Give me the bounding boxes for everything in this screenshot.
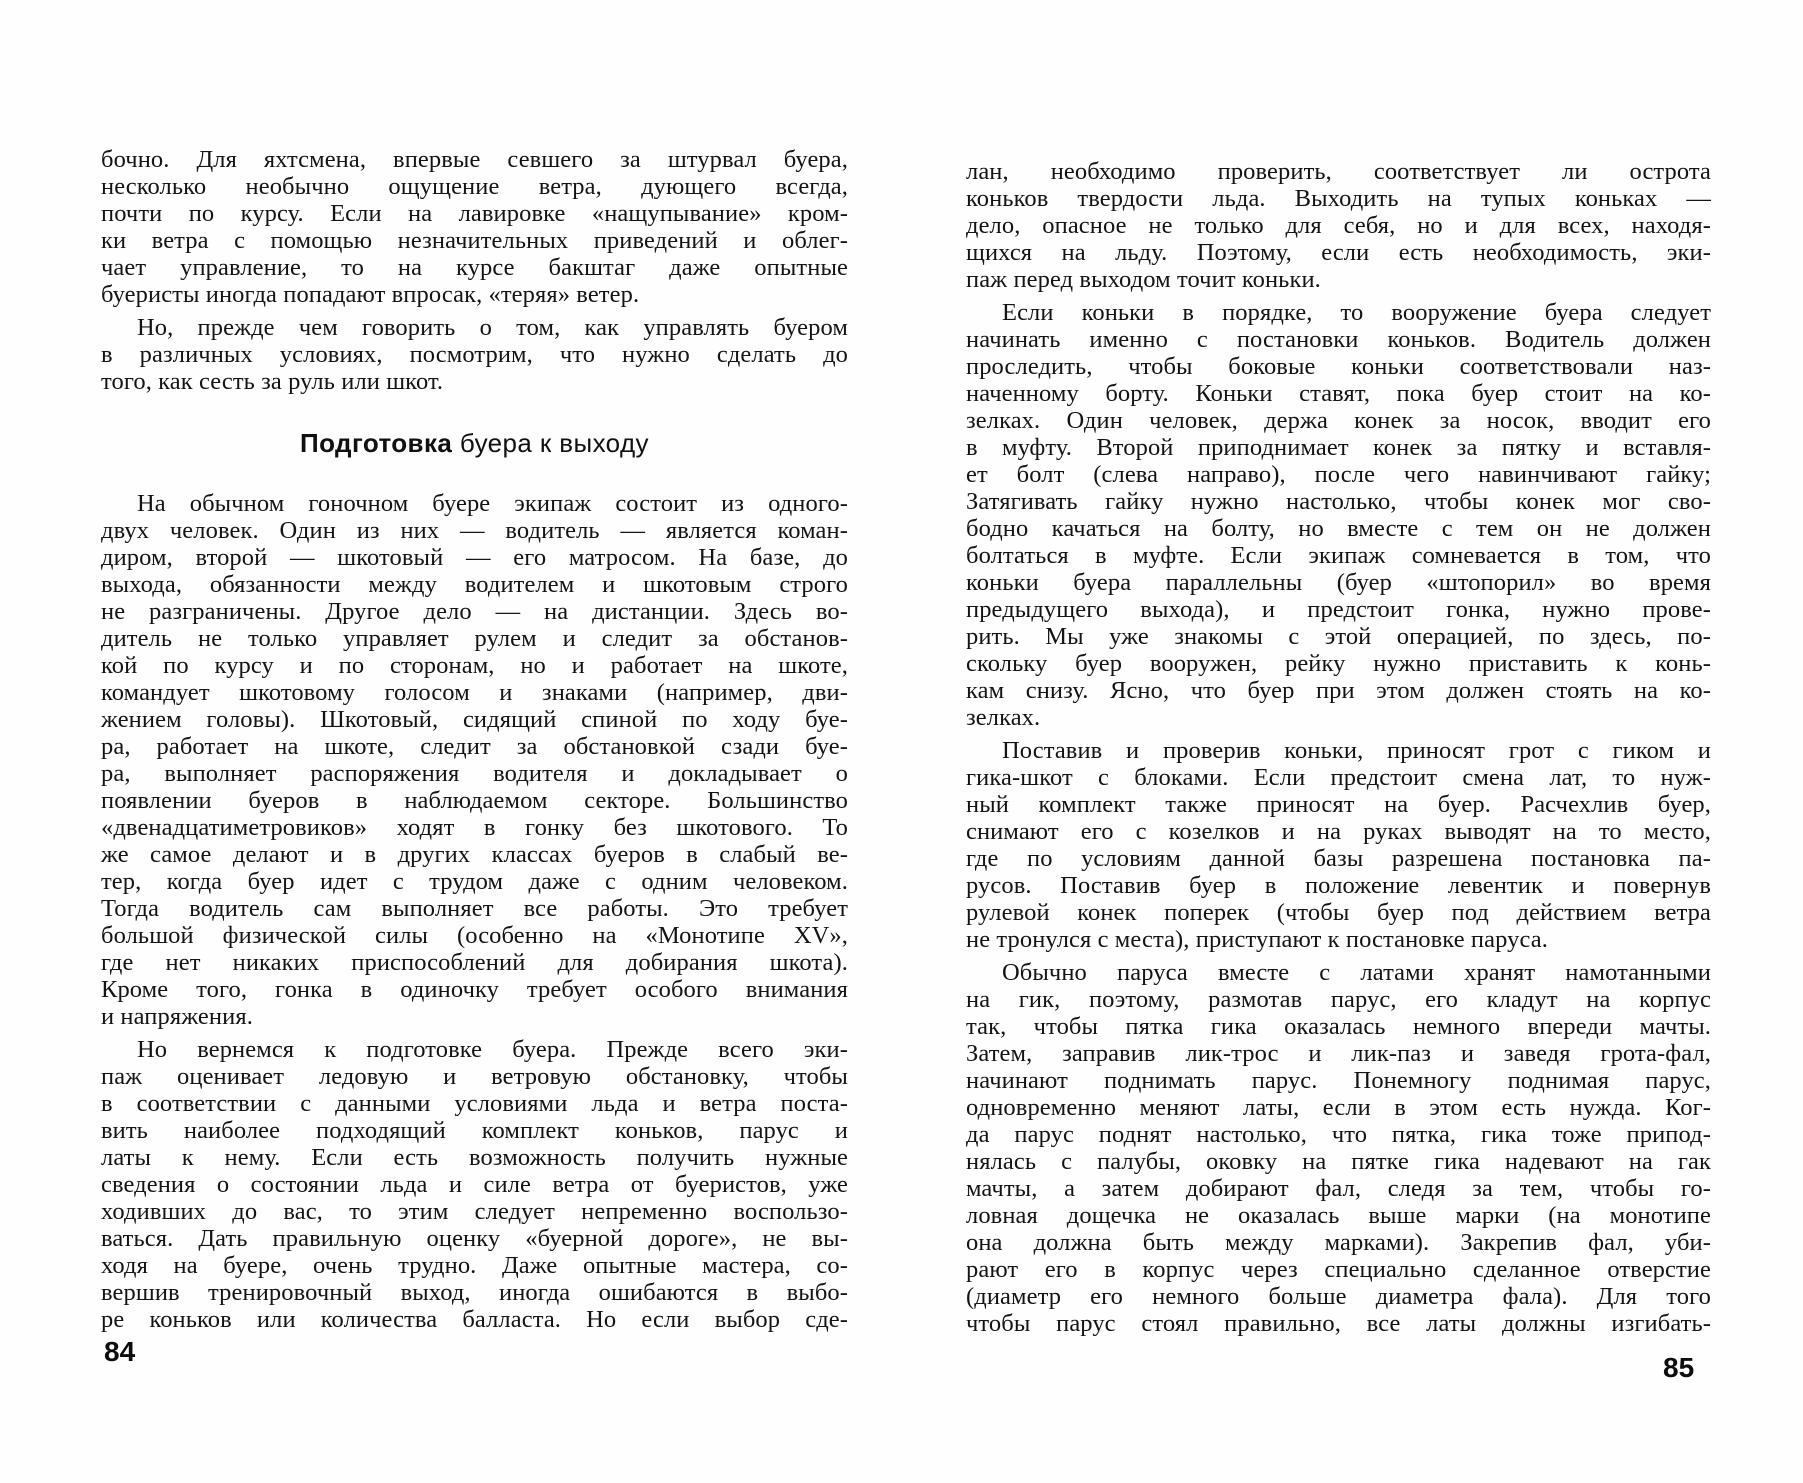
text-line: Тогда водитель сам выполняет все работы. Это требует	[101, 895, 848, 922]
text-line: появлении буеров в наблюдаемом секторе. Большинство	[101, 787, 848, 814]
text-line: нялась с палубы, оковку на пятке гика надевают на гак	[966, 1148, 1711, 1175]
text-line: в соответствии с данными условиями льда и ветра поста-	[101, 1090, 848, 1117]
text-line: ра, выполняет распоряжения водителя и докладывает о	[101, 760, 848, 787]
text-line: коньков твердости льда. Выходить на тупых коньках —	[966, 185, 1711, 212]
text-line: тер, когда буер идет с трудом даже с одним человеком.	[101, 868, 848, 895]
text-line: паж оценивает ледовую и ветровую обстановку, чтобы	[101, 1063, 848, 1090]
text-line: Затем, заправив лик-трос и лик-паз и заведя грота-фал,	[966, 1040, 1711, 1067]
text-line: вершив тренировочный выход, иногда ошибаются в выбо-	[101, 1279, 848, 1306]
text-line: не разграничены. Другое дело — на дистанции. Здесь во-	[101, 598, 848, 625]
text-line: коньки буера параллельны (буер «штопорил» во время	[966, 569, 1711, 596]
text-line: латы к нему. Если есть возможность получить нужные	[101, 1144, 848, 1171]
text-line: лан, необходимо проверить, соответствует ли острота	[966, 158, 1711, 185]
text-line: ра, работает на шкоте, следит за обстановкой сзади буе-	[101, 733, 848, 760]
text-line: же самое делают и в других классах буеров в слабый ве-	[101, 841, 848, 868]
paragraph	[101, 146, 848, 308]
text-line: ходивших до вас, то этим следует непременно воспользо-	[101, 1198, 848, 1225]
text-line: ный комплект также приносят на буер. Расчехлив буер,	[966, 791, 1711, 818]
text-line: ходя на буере, очень трудно. Даже опытные мастера, со-	[101, 1252, 848, 1279]
text-line: ваться. Дать правильную оценку «буерной дороге», не вы-	[101, 1225, 848, 1252]
text-line: рают его в корпус через специально сделанное отверстие	[966, 1256, 1711, 1283]
text-line: бочно. Для яхтсмена, впервые севшего за штурвал буера,	[101, 146, 848, 173]
text-line: русов. Поставив буер в положение левентик и повернув	[966, 872, 1711, 899]
page-left-text-column	[101, 146, 848, 1333]
text-line: большой физической силы (особенно на «Монотипе XV»,	[101, 922, 848, 949]
text-line: чтобы парус стоял правильно, все латы должны изгибать-	[966, 1310, 1711, 1337]
text-line: снимают его с козелков и на руках выводят на то место,	[966, 818, 1711, 845]
text-line: почти по курсу. Если на лавировке «нащупывание» кром-	[101, 200, 848, 227]
text-line: Но вернемся к подготовке буера. Прежде всего эки-	[137, 1036, 848, 1063]
text-line: вить наиболее подходящий комплект коньков, парус и	[101, 1117, 848, 1144]
text-line: и напряжения.	[101, 1003, 253, 1030]
section-heading	[101, 428, 848, 458]
page-number-right: 85	[1663, 1352, 1695, 1383]
text-line: буеристы иногда попадают впросак, «теряя» ветер.	[101, 281, 640, 308]
text-line: болтаться в муфте. Если экипаж сомневается в том, что	[966, 542, 1711, 569]
text-line: рить. Мы уже знакомы с этой операцией, по здесь, по-	[966, 623, 1711, 650]
text-line: зелках. Один человек, держа конек за носок, вводит его	[966, 407, 1711, 434]
paragraph	[966, 959, 1711, 1337]
text-line: командует шкотовому голосом и знаками (например, дви-	[101, 679, 848, 706]
text-line: двух человек. Один из них — водитель — является коман-	[101, 517, 848, 544]
text-line: дитель не только управляет рулем и следит за обстанов-	[101, 625, 848, 652]
text-line: кой по курсу и по сторонам, но и работает на шкоте,	[101, 652, 848, 679]
text-line: На обычном гоночном буере экипаж состоит из одного-	[137, 490, 848, 517]
text-line: рулевой конек поперек (чтобы буер под действием ветра	[966, 899, 1711, 926]
text-line: ре коньков или количества балласта. Но если выбор сде-	[101, 1306, 848, 1333]
paragraph	[966, 158, 1711, 293]
text-line: так, чтобы пятка гика оказалась немного впереди мачты.	[966, 1013, 1711, 1040]
text-line: Но, прежде чем говорить о том, как управлять буером	[137, 314, 848, 341]
text-line: где нет никаких приспособлений для добирания шкота).	[101, 949, 848, 976]
text-line: не тронулся с места), приступают к постановке паруса.	[966, 926, 1548, 953]
text-line: Кроме того, гонка в одиночку требует особого внимания	[101, 976, 848, 1003]
text-line: того, как сесть за руль или шкот.	[101, 368, 444, 395]
text-line: проследить, чтобы боковые коньки соответствовали наз-	[966, 353, 1711, 380]
text-line: чает управление, то на курсе бакштаг даже опытные	[101, 254, 848, 281]
text-line: ки ветра с помощью незначительных приведений и облег-	[101, 227, 848, 254]
text-line: ет болт (слева направо), после чего навинчивают гайку;	[966, 461, 1711, 488]
text-line: мачты, а затем добирают фал, следя за тем, чтобы го-	[966, 1175, 1711, 1202]
page-right-text-column	[966, 158, 1711, 1337]
text-line: в различных условиях, посмотрим, что нужно сделать до	[101, 341, 848, 368]
text-line: да парус поднят настолько, что пятка, гика тоже припод-	[966, 1121, 1711, 1148]
text-line: щихся на льду. Поэтому, если есть необходимость, эки-	[966, 239, 1711, 266]
paragraph	[101, 490, 848, 1030]
text-line: в муфту. Второй приподнимает конек за пятку и вставля-	[966, 434, 1711, 461]
paragraph	[966, 299, 1711, 731]
text-line: предыдущего выхода), и предстоит гонка, нужно прове-	[966, 596, 1711, 623]
text-line: жением головы). Шкотовый, сидящий спиной по ходу буе-	[101, 706, 848, 733]
text-line: начинать именно с постановки коньков. Водитель должен	[966, 326, 1711, 353]
text-line: (диаметр его немного больше диаметра фала). Для того	[966, 1283, 1711, 1310]
text-line: одновременно меняют латы, если в этом есть нужда. Ког-	[966, 1094, 1711, 1121]
page-number-left: 84	[104, 1336, 136, 1367]
text-line: Затягивать гайку нужно настолько, чтобы конек мог сво-	[966, 488, 1711, 515]
text-line: паж перед выходом точит коньки.	[966, 266, 1321, 293]
text-line: кам снизу. Ясно, что буер при этом должен стоять на ко-	[966, 677, 1711, 704]
text-line: диром, второй — шкотовый — его матросом. На базе, до	[101, 544, 848, 571]
text-line: сведения о состоянии льда и силе ветра от буеристов, уже	[101, 1171, 848, 1198]
text-line: Поставив и проверив коньки, приносят грот с гиком и	[1002, 737, 1711, 764]
text-line: она должна быть между марками). Закрепив фал, уби-	[966, 1229, 1711, 1256]
text-line: ловная дощечка не оказалась выше марки (на монотипе	[966, 1202, 1711, 1229]
text-line: Если коньки в порядке, то вооружение буера следует	[1002, 299, 1711, 326]
text-line: на гик, поэтому, размотав парус, его кладут на корпус	[966, 986, 1711, 1013]
text-line: несколько необычно ощущение ветра, дующего всегда,	[101, 173, 848, 200]
paragraph	[101, 314, 848, 395]
text-line: гика-шкот с блоками. Если предстоит смена лат, то нуж-	[966, 764, 1711, 791]
text-line: наченному борту. Коньки ставят, пока буер стоит на ко-	[966, 380, 1711, 407]
text-line: Обычно паруса вместе с латами хранят намотанными	[1002, 959, 1711, 986]
text-line: зелках.	[966, 704, 1041, 731]
text-line: скольку буер вооружен, рейку нужно приставить к конь-	[966, 650, 1711, 677]
text-line: «двенадцатиметровиков» ходят в гонку без шкотового. То	[101, 814, 848, 841]
section-heading-regular-words: буера к выходу	[452, 428, 649, 458]
text-line: дело, опасное не только для себя, но и для всех, находя-	[966, 212, 1711, 239]
text-line: выхода, обязанности между водителем и шкотовым строго	[101, 571, 848, 598]
text-line: где по условиям данной базы разрешена постановка па-	[966, 845, 1711, 872]
paragraph	[966, 737, 1711, 953]
section-heading-bold-word: Подготовка	[300, 428, 453, 458]
text-line: бодно качаться на болту, но вместе с тем он не должен	[966, 515, 1711, 542]
paragraph	[101, 1036, 848, 1333]
text-line: начинают поднимать парус. Понемногу поднимая парус,	[966, 1067, 1711, 1094]
